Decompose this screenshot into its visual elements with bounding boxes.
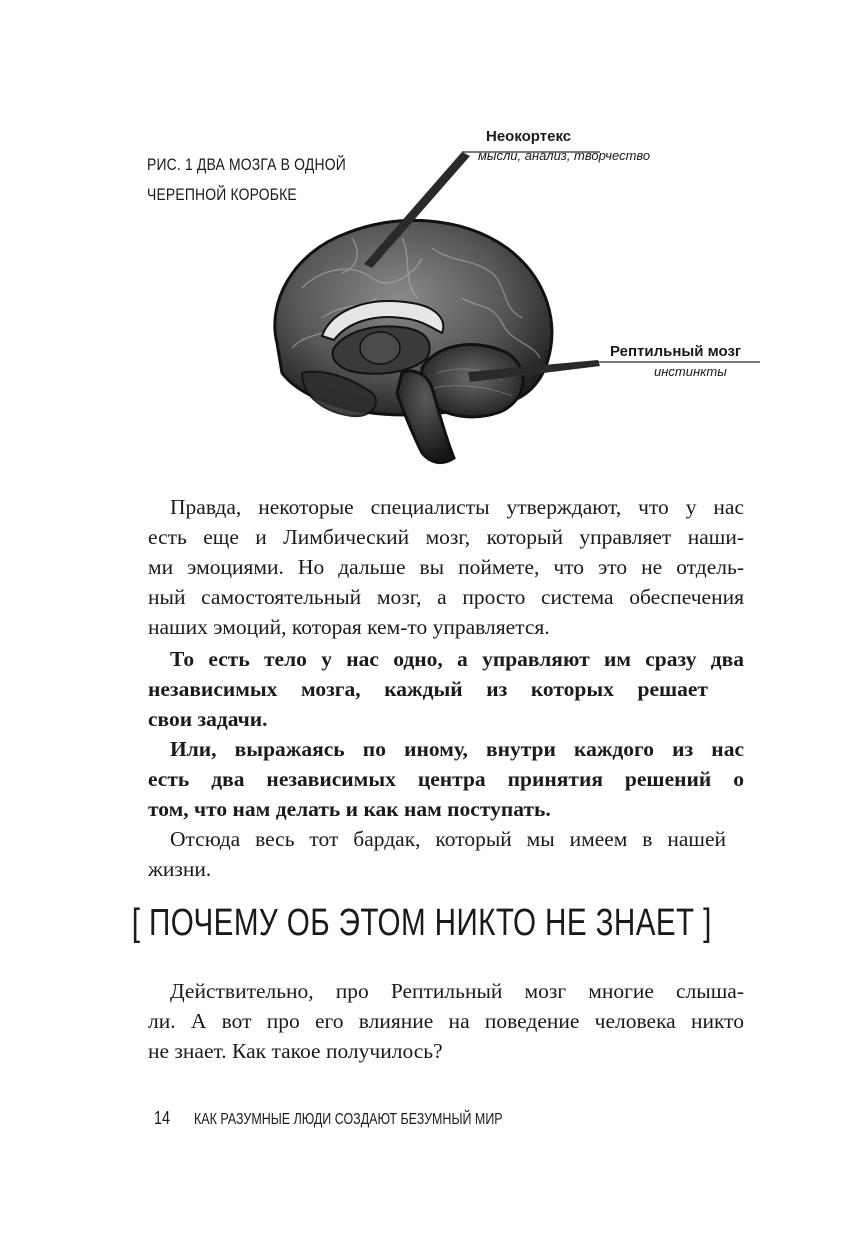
figure-caption bbox=[147, 150, 346, 210]
text-line: есть еще и Лимбический мозг, который управляет наши- bbox=[148, 525, 744, 549]
page-footer bbox=[152, 1108, 590, 1129]
running-title: КАК РАЗУМНЫЕ ЛЮДИ СОЗДАЮТ БЕЗУМНЫЙ МИР bbox=[194, 1111, 503, 1128]
paragraph-reptile-influence bbox=[148, 976, 744, 1066]
figure-caption-line: ЧЕРЕПНОЙ КОРОБКЕ bbox=[147, 185, 297, 204]
reptile-label: Рептильный мозг bbox=[610, 343, 742, 360]
text-line: независимых мозга, каждый из которых решает bbox=[148, 677, 708, 701]
text-line: том, что нам делать и как нам поступать. bbox=[148, 797, 551, 821]
text-line: Или, выражаясь по иному, внутри каждого из нас bbox=[170, 737, 744, 761]
text-line: свои задачи. bbox=[148, 707, 268, 731]
section-heading bbox=[0, 902, 844, 945]
brain-drawing bbox=[262, 208, 562, 473]
text-line: Правда, некоторые специалисты утверждают, что у нас bbox=[170, 495, 744, 519]
paragraph-two-brains bbox=[148, 644, 744, 734]
figure-caption-line: РИС. 1 ДВА МОЗГА В ОДНОЙ bbox=[147, 155, 346, 174]
text-line: Действительно, про Рептильный мозг многие слыша- bbox=[170, 979, 744, 1003]
text-line: То есть тело у нас одно, а управляют им сразу два bbox=[170, 647, 744, 671]
paragraph-chaos bbox=[148, 824, 744, 884]
text-line: наших эмоций, которая кем-то управляется. bbox=[148, 615, 550, 639]
text-line: Отсюда весь тот бардак, который мы имеем в нашей bbox=[170, 827, 726, 851]
neocortex-sublabel: мысли, анализ, творчество bbox=[478, 148, 651, 163]
text-line: ми эмоциями. Но дальше вы поймете, что это не отдель- bbox=[148, 555, 744, 579]
brain-illustration bbox=[262, 208, 562, 473]
text-line: ный самостоятельный мозг, а просто система обеспечения bbox=[148, 585, 744, 609]
section-heading-text: [ ПОЧЕМУ ОБ ЭТОМ НИКТО НЕ ЗНАЕТ ] bbox=[131, 902, 713, 944]
text-line: не знает. Как такое получилось? bbox=[148, 1039, 443, 1063]
text-line: ли. А вот про его влияние на поведение человека никто bbox=[148, 1009, 744, 1033]
page-number: 14 bbox=[154, 1108, 171, 1128]
paragraph-decision-centers bbox=[148, 734, 744, 824]
neocortex-label: Неокортекс bbox=[486, 128, 572, 145]
reptile-sublabel: инстинкты bbox=[654, 364, 727, 379]
text-line: есть два независимых центра принятия решений о bbox=[148, 767, 744, 791]
paragraph-limbic bbox=[148, 492, 744, 642]
text-line: жизни. bbox=[148, 857, 212, 881]
